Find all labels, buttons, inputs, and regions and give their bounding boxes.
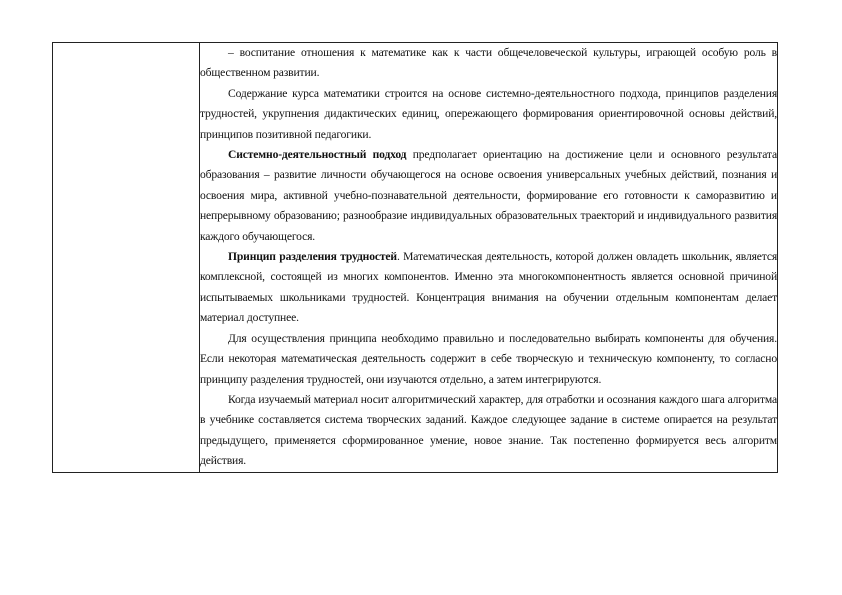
- paragraph-text: – воспитание отношения к математике как к части общечеловеческой культуры, играющей особую роль в общественном развитии.: [200, 46, 777, 80]
- paragraph-text: Содержание курса математики строится на основе системно-деятельностного подхода, принципов разделения трудностей, укрупнения дидактических единиц, опережающего формирования ориентировочной основы действий, принципов позитивной педагогики.: [200, 86, 777, 141]
- paragraph-text: . Математическая деятельность, которой должен овладеть школьник, является комплексной, состоящей из многих компонентов. Именно эта многокомпонентность является основной причиной испытываемых школьниками трудностей. Концентрация внимания на обучении отдельным компонентам делает материал доступнее.: [200, 250, 777, 325]
- paragraph-text: Для осуществления принципа необходимо правильно и последовательно выбирать компоненты для обучения. Если некоторая математическая деятельность содержит в себе творческую и техническую компоненту, то согласно принципу разделения трудностей, они изучаются отдельно, а затем интегрируются.: [200, 331, 777, 386]
- content-table: [52, 42, 778, 473]
- paragraph-difficulty-separation: [200, 247, 777, 329]
- paragraph-algorithmic-material: [200, 390, 777, 472]
- paragraph-principle-implementation: [200, 329, 777, 390]
- paragraph-course-content: [200, 84, 777, 145]
- paragraph-lead: Системно-деятельностный подход: [228, 148, 407, 162]
- paragraph-text: предполагает ориентацию на достижение цели и основного результата образования – развитие личности обучающегося на основе освоения универсальных учебных действий, познания и освоения мира, активной учебно-познавательной деятельности, формирование его готовности к саморазвитию и непрерывному образованию; разнообразие индивидуальных образовательных траекторий и индивидуального развития каждого обучающегося.: [200, 148, 777, 243]
- table-left-cell: [53, 43, 200, 473]
- paragraph-system-activity-approach: [200, 145, 777, 247]
- paragraph-culture: [200, 43, 777, 84]
- table-row: [53, 43, 778, 473]
- table-right-cell: [200, 43, 778, 473]
- paragraph-lead: Принцип разделения трудностей: [228, 250, 397, 264]
- paragraph-text: Когда изучаемый материал носит алгоритмический характер, для отработки и осознания каждого шага алгоритма в учебнике составляется система творческих заданий. Каждое следующее задание в системе опирается на результат предыдущего, применяется сформированное умение, новое знание. Так постепенно формируется весь алгоритм действия.: [200, 392, 777, 468]
